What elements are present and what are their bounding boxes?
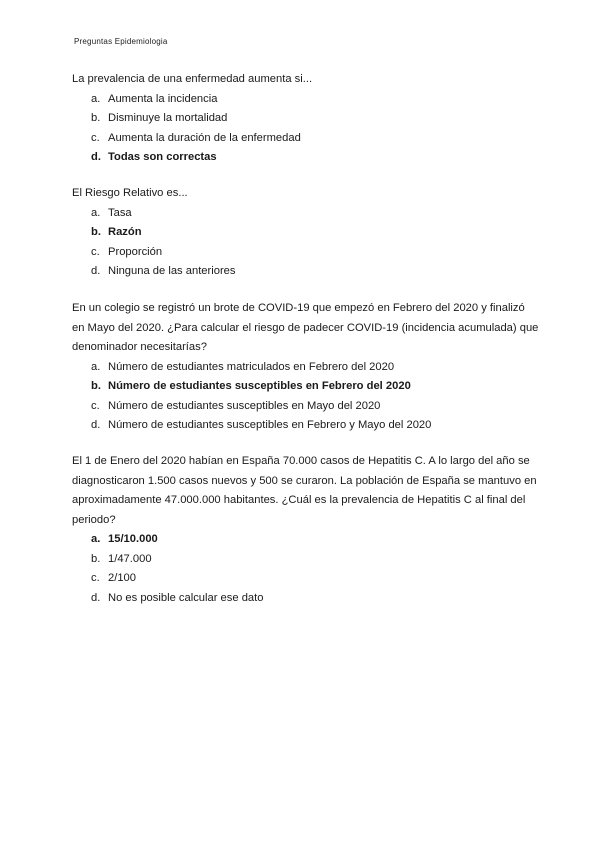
option-letter: d. [91, 419, 101, 431]
option-b [72, 223, 540, 243]
option-b [72, 109, 540, 129]
option-text: 1/47.000 [108, 552, 152, 565]
option-a [72, 530, 540, 550]
option-text: No es posible calcular ese dato [108, 591, 264, 604]
option-text: Número de estudiantes susceptibles en Febrero del 2020 [108, 380, 411, 392]
option-c [72, 129, 540, 149]
option-a [72, 204, 540, 224]
options-list [72, 204, 540, 282]
options-list [72, 90, 540, 168]
option-b [72, 377, 540, 397]
option-text: Tasa [108, 206, 132, 219]
option-text: Número de estudiantes susceptibles en Mayo del 2020 [108, 399, 381, 412]
option-letter: a. [91, 92, 101, 105]
option-c [72, 569, 540, 589]
option-b [72, 550, 540, 570]
options-list [72, 358, 540, 436]
option-letter: c. [91, 131, 100, 144]
question-text: El 1 de Enero del 2020 habían en España 70.000 casos de Hepatitis C. A lo largo del año se diagnosticaron 1.500 casos nuevos y 500 se curaron. La población de España se mantuvo en aproximadamente 47.000.000 habitantes. ¿Cuál es la prevalencia de Hepatitis C al final del periodo? [72, 455, 537, 526]
options-list [72, 530, 540, 608]
option-d [72, 262, 540, 282]
option-text: 15/10.000 [108, 533, 158, 545]
option-letter: a. [91, 360, 101, 373]
option-a [72, 90, 540, 110]
question-text: El Riesgo Relativo es... [72, 187, 188, 199]
question-text: En un colegio se registró un brote de COVID-19 que empezó en Febrero del 2020 y finalizó en Mayo del 2020. ¿Para calcular el riesgo de padecer COVID-19 (incidencia acumulada) que denominador necesitarías? [72, 302, 539, 353]
option-letter: d. [91, 151, 101, 163]
option-letter: b. [91, 552, 101, 565]
option-text: Número de estudiantes matriculados en Febrero del 2020 [108, 360, 395, 373]
question-3 [72, 299, 540, 436]
option-letter: c. [91, 245, 100, 258]
option-text: Aumenta la duración de la enfermedad [108, 131, 301, 144]
option-text: Disminuye la mortalidad [108, 112, 228, 124]
option-text: Razón [108, 226, 142, 238]
option-letter: b. [91, 112, 101, 124]
option-letter: d. [91, 265, 101, 277]
option-c [72, 243, 540, 263]
option-letter: d. [91, 591, 101, 604]
option-letter: a. [91, 533, 101, 545]
option-d [72, 589, 540, 609]
option-letter: c. [91, 572, 100, 584]
question-text: La prevalencia de una enfermedad aumenta si... [72, 73, 313, 85]
option-text: Aumenta la incidencia [108, 92, 218, 105]
option-letter: c. [91, 399, 100, 412]
option-d [72, 416, 540, 436]
option-c [72, 397, 540, 417]
option-letter: b. [91, 226, 101, 238]
option-text: Ninguna de las anteriores [108, 265, 236, 277]
option-text: 2/100 [108, 572, 136, 584]
option-letter: a. [91, 206, 101, 219]
option-text: Número de estudiantes susceptibles en Febrero y Mayo del 2020 [108, 419, 432, 431]
question-1 [72, 70, 540, 168]
option-text: Todas son correctas [108, 151, 217, 163]
question-4 [72, 452, 540, 608]
option-a [72, 358, 540, 378]
question-2 [72, 184, 540, 282]
option-letter: b. [91, 380, 101, 392]
option-text: Proporción [108, 245, 163, 258]
option-d [72, 148, 540, 168]
page-header: Preguntas Epidemiologia [74, 37, 168, 46]
